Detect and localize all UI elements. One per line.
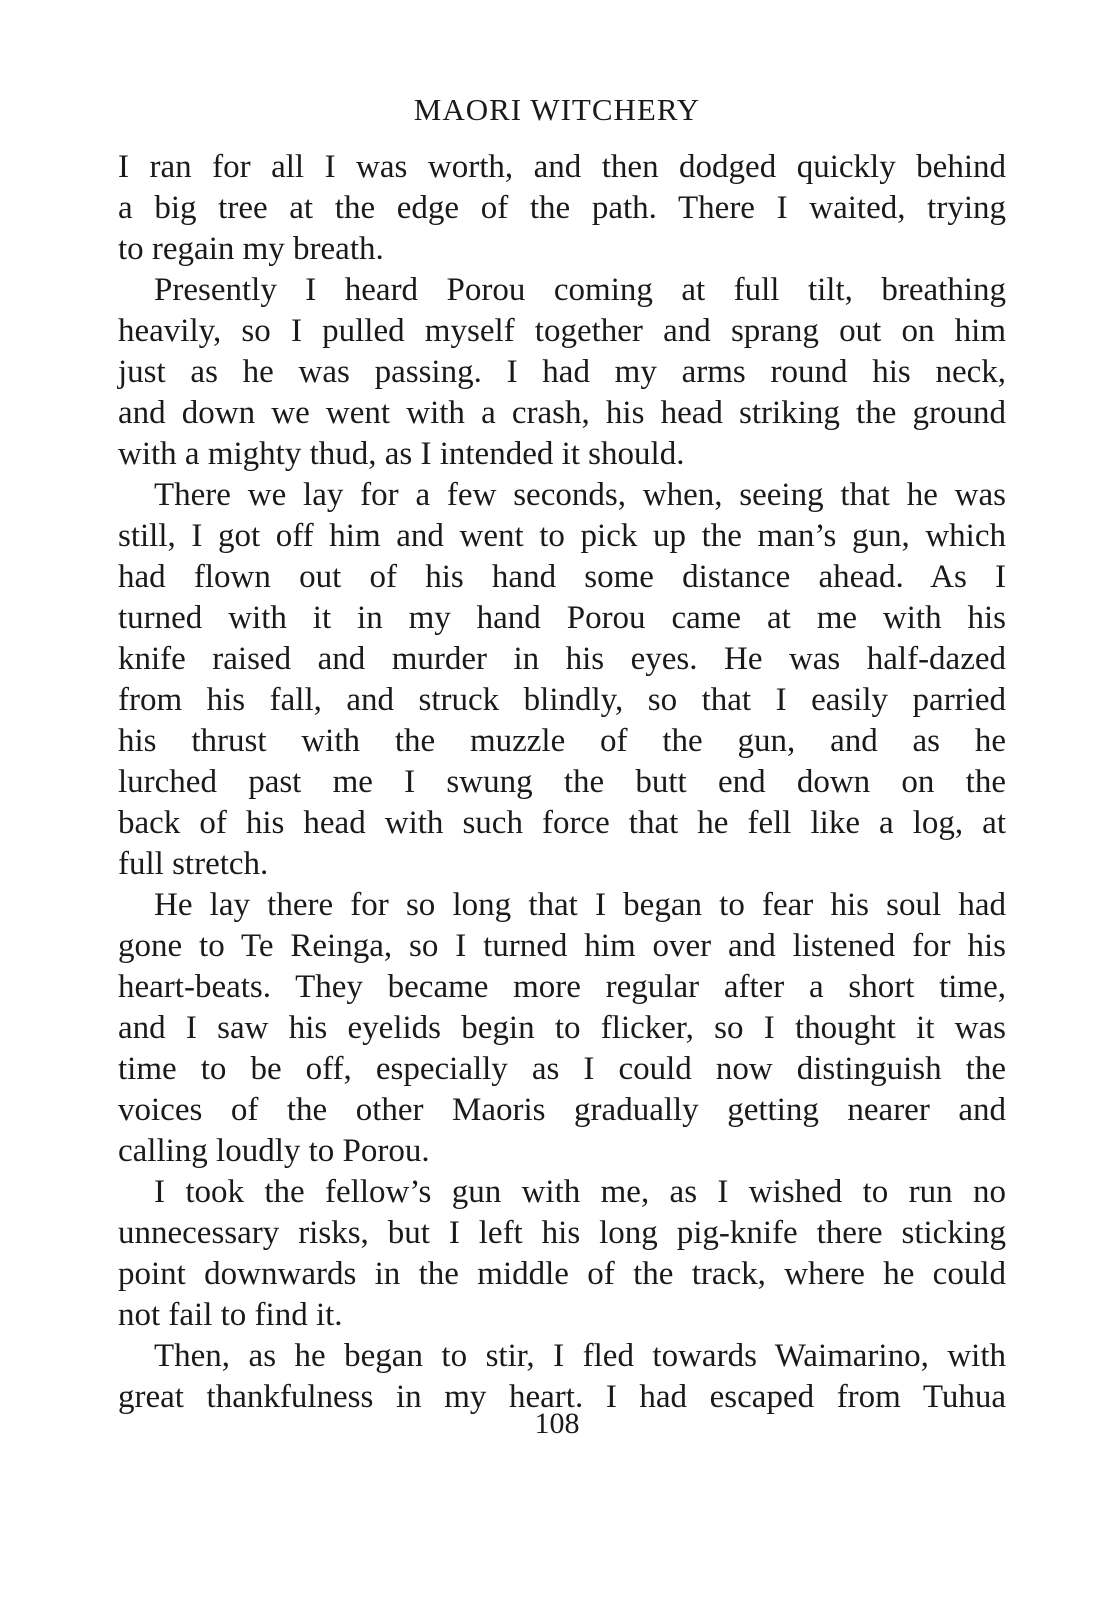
text-line: and I saw his eyelids begin to flicker, so I thought it was (118, 1010, 1006, 1046)
text-line: to regain my breath. (118, 231, 384, 267)
text-line: with a mighty thud, as I intended it should. (118, 436, 685, 472)
text-line: unnecessary risks, but I left his long pig-knife there sticking (118, 1215, 1006, 1251)
text-line: knife raised and murder in his eyes. He was half-dazed (118, 641, 1006, 677)
text-line: his thrust with the muzzle of the gun, and as he (118, 723, 1006, 759)
text-line: and down we went with a crash, his head striking the ground (118, 395, 1006, 431)
text-line: had flown out of his hand some distance ahead. As I (118, 559, 1006, 595)
text-line: time to be off, especially as I could now distinguish the (118, 1051, 1006, 1087)
text-line: I ran for all I was worth, and then dodged quickly behind (118, 149, 1006, 185)
text-line: He lay there for so long that I began to fear his soul had (154, 887, 1006, 923)
text-line: turned with it in my hand Porou came at me with his (118, 600, 1006, 636)
running-head: MAORI WITCHERY (413, 92, 701, 127)
text-line: lurched past me I swung the butt end down on the (118, 764, 1006, 800)
text-line: point downwards in the middle of the track, where he could (118, 1256, 1006, 1292)
page-number: 108 (534, 1407, 580, 1440)
text-line: Then, as he began to stir, I fled towards Waimarino, with (154, 1338, 1006, 1374)
text-line: calling loudly to Porou. (118, 1133, 430, 1169)
text-line: heart-beats. They became more regular after a short time, (118, 969, 1006, 1005)
text-line: gone to Te Reinga, so I turned him over and listened for his (118, 928, 1006, 964)
body-text (118, 147, 1006, 1418)
text-line: full stretch. (118, 846, 269, 882)
text-line: not fail to find it. (118, 1297, 343, 1333)
text-line: back of his head with such force that he fell like a log, at (118, 805, 1006, 841)
text-line: a big tree at the edge of the path. There I waited, trying (118, 190, 1006, 226)
text-line: from his fall, and struck blindly, so that I easily parried (118, 682, 1006, 718)
text-line: heavily, so I pulled myself together and sprang out on him (118, 313, 1006, 349)
text-line: still, I got off him and went to pick up the man’s gun, which (118, 518, 1006, 554)
text-line: just as he was passing. I had my arms round his neck, (118, 354, 1006, 390)
text-line: great thankfulness in my heart. I had escaped from Tuhua (118, 1379, 1006, 1415)
text-line: Presently I heard Porou coming at full tilt, breathing (154, 272, 1006, 308)
text-line: I took the fellow’s gun with me, as I wished to run no (154, 1174, 1006, 1210)
text-line: voices of the other Maoris gradually getting nearer and (118, 1092, 1006, 1128)
text-line: There we lay for a few seconds, when, seeing that he was (154, 477, 1006, 513)
